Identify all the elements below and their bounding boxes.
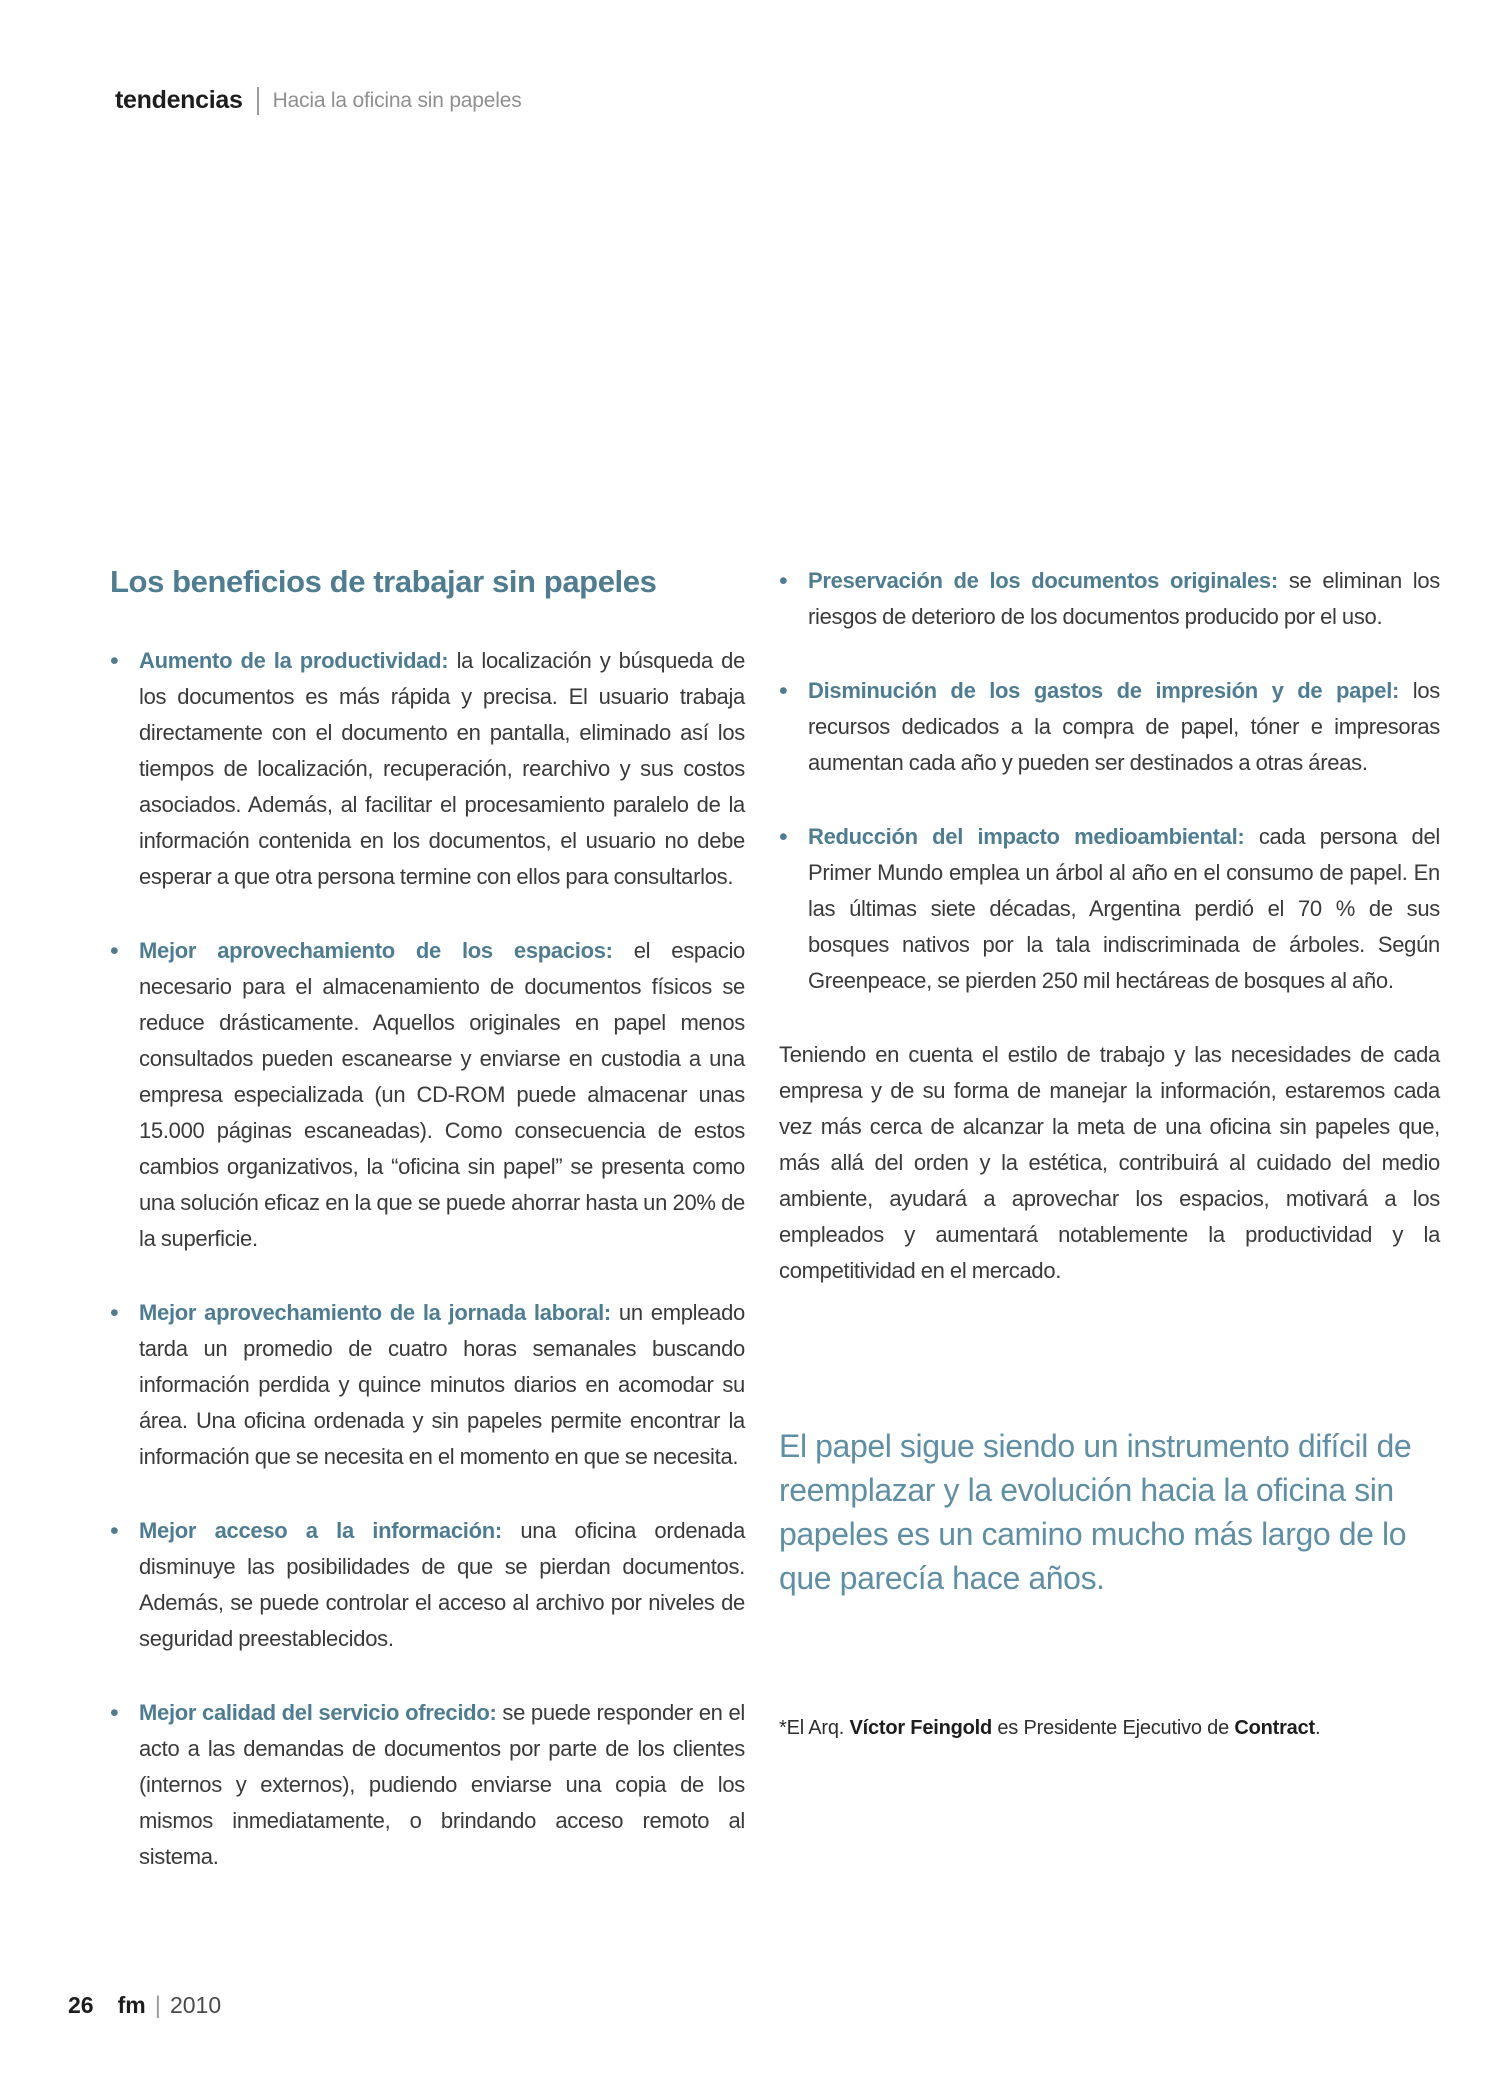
bullet-lead: Mejor aprovechamiento de los espacios: <box>139 938 613 963</box>
footnote-middle: es Presidente Ejecutivo de <box>992 1717 1235 1739</box>
bullet-icon: • <box>779 823 788 851</box>
section-label: tendencias <box>115 86 243 114</box>
page-footer <box>68 1992 221 2020</box>
page-number: 26 <box>68 1992 94 2018</box>
list-item <box>110 1295 745 1475</box>
bullet-paragraph <box>139 1295 745 1475</box>
bullet-lead: Mejor aprovechamiento de la jornada laboral: <box>139 1300 611 1325</box>
bullet-icon: • <box>779 567 788 595</box>
footer-year: 2010 <box>169 1992 222 2018</box>
bullet-paragraph <box>139 1513 745 1657</box>
list-item <box>779 819 1440 999</box>
bullet-paragraph <box>808 673 1440 781</box>
bullet-lead: Reducción del impacto medioambiental: <box>808 824 1245 849</box>
bullet-lead: Mejor calidad del servicio ofrecido: <box>139 1700 497 1725</box>
footnote-suffix: . <box>1315 1717 1321 1739</box>
benefits-heading: Los beneficios de trabajar sin papeles <box>110 564 657 599</box>
bullet-icon: • <box>110 937 119 965</box>
list-item <box>110 643 745 895</box>
bullet-icon: • <box>110 1299 119 1327</box>
benefits-list-left <box>110 643 745 1875</box>
footnote-company: Contract <box>1234 1717 1315 1739</box>
bullet-body: la localización y búsqueda de los documentos es más rápida y precisa. El usuario trabaja directamente con el documento en pantalla, eliminado así los tiempos de localización, recuperación, rearchivo y sus costos asociados. Además, al facilitar el procesamiento paralelo de la información contenida en los documentos, el usuario no debe esperar a que otra persona termine con ellos para consultarlos. <box>139 648 746 889</box>
footnote <box>779 1715 1440 1741</box>
article-title: Hacia la oficina sin papeles <box>272 88 522 112</box>
bullet-body: una oficina ordenada disminuye las posibilidades de que se pierdan documentos. Además, se puede controlar el acceso al archivo por niveles de seguridad preestablecidos. <box>139 1518 746 1651</box>
bullet-lead: Disminución de los gastos de impresión y de papel: <box>808 678 1400 703</box>
bullet-paragraph <box>139 933 745 1257</box>
bullet-paragraph <box>139 1695 745 1875</box>
page-header <box>115 86 522 115</box>
benefits-list-right <box>779 563 1440 999</box>
bullet-body: cada persona del Primer Mundo emplea un árbol al año en el consumo de papel. En las últimas siete décadas, Argentina perdió el 70 % de sus bosques nativos por la tala indiscriminada de árboles. Según Greenpeace, se pierden 250 mil hectáreas de bosques al año. <box>808 824 1441 993</box>
bullet-paragraph <box>139 643 745 895</box>
bullet-icon: • <box>110 1699 119 1727</box>
list-item <box>110 1695 745 1875</box>
bullet-lead: Mejor acceso a la información: <box>139 1518 502 1543</box>
bullet-icon: • <box>779 677 788 705</box>
list-item <box>110 1513 745 1657</box>
bullet-body: los recursos dedicados a la compra de papel, tóner e impresoras aumentan cada año y pueden ser destinados a otras áreas. <box>808 678 1440 775</box>
bullet-body: un empleado tarda un promedio de cuatro horas semanales buscando información perdida y quince minutos diarios en acomodar su área. Una oficina ordenada y sin papeles permite encontrar la información que se necesita en el momento en que se necesita. <box>139 1300 745 1469</box>
bullet-lead: Preservación de los documentos originales: <box>808 568 1278 593</box>
header-divider <box>257 87 259 115</box>
pull-quote: El papel sigue siendo un instrumento difícil de reemplazar y la evolución hacia la oficina sin papeles es un camino mucho más largo de lo que parecía hace años. <box>779 1428 1412 1596</box>
list-item <box>110 933 745 1257</box>
bullet-body: el espacio necesario para el almacenamiento de documentos físicos se reduce drásticamente. Aquellos originales en papel menos consultados pueden escanearse y enviarse en custodia a una empresa especializada (un CD-ROM puede almacenar unas 15.000 páginas escaneadas). Como consecuencia de estos cambios organizativos, la “oficina sin papel” se presenta como una solución eficaz en la que se puede ahorrar hasta un 20% de la superficie. <box>139 938 745 1251</box>
list-item <box>779 563 1440 635</box>
closing-paragraph: Teniendo en cuenta el estilo de trabajo y las necesidades de cada empresa y de su forma de manejar la información, estaremos cada vez más cerca de alcanzar la meta de una oficina sin papeles que, más allá del orden y la estética, contribuirá al cuidado del medio ambiente, ayudará a aprovechar los espacios, motivará a los empleados y aumentará notablemente la productividad y la competitividad en el mercado. <box>779 1042 1440 1283</box>
bullet-icon: • <box>110 1517 119 1545</box>
article-body <box>110 563 1440 1913</box>
left-column <box>110 563 745 1913</box>
bullet-paragraph <box>808 563 1440 635</box>
footer-divider: | <box>154 1992 161 2019</box>
magazine-name: fm <box>117 1992 146 2018</box>
list-item <box>779 673 1440 781</box>
bullet-body: se eliminan los riesgos de deterioro de los documentos producido por el uso. <box>808 568 1441 629</box>
right-column <box>779 563 1440 1913</box>
bullet-body: se puede responder en el acto a las demandas de documentos por parte de los clientes (internos y externos), pudiendo enviarse una copia de los mismos inmediatamente, o brindando acceso remoto al sistema. <box>139 1700 746 1869</box>
bullet-lead: Aumento de la productividad: <box>139 648 449 673</box>
footnote-author: Víctor Feingold <box>849 1717 993 1739</box>
bullet-paragraph <box>808 819 1440 999</box>
footnote-prefix: *El Arq. <box>779 1717 850 1739</box>
bullet-icon: • <box>110 647 119 675</box>
